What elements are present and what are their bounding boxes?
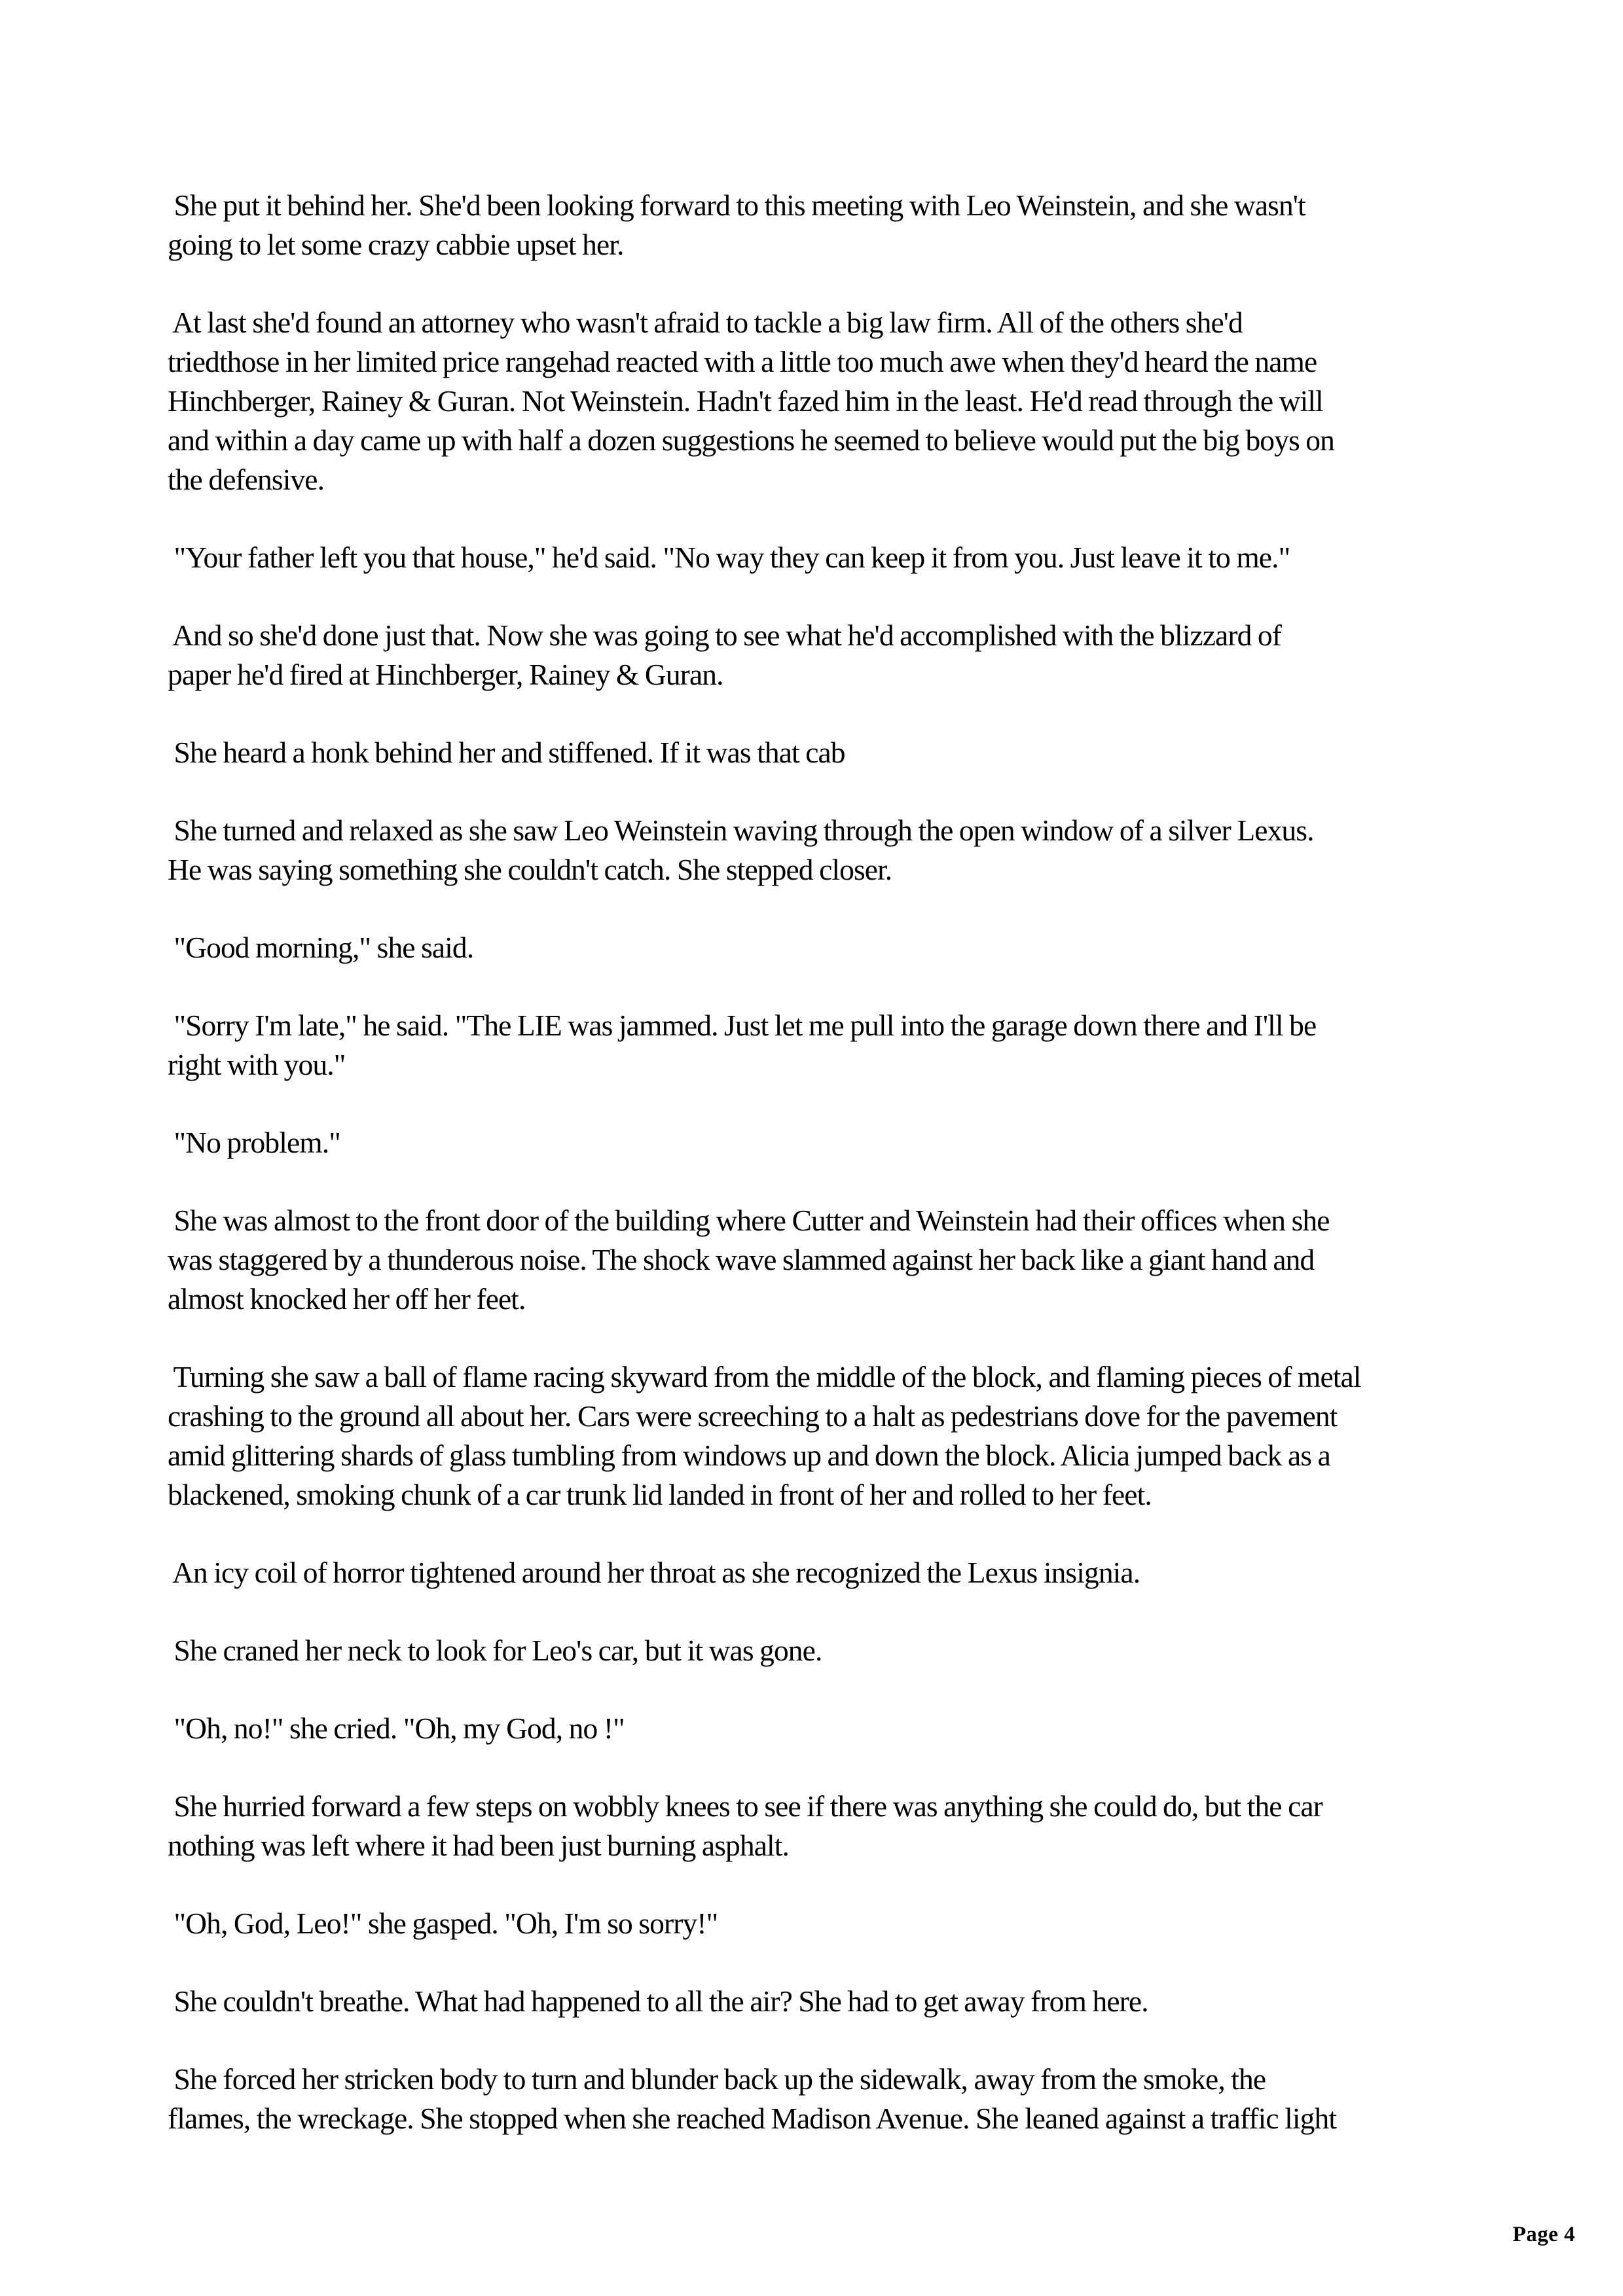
paragraph [168,1201,1477,1319]
text-line: "Sorry I'm late," he said. "The LIE was jammed. Just let me pull into the garage down there and I'll be [168,1009,1317,1042]
text-line: She was almost to the front door of the building where Cutter and Weinstein had their offices when she [168,1204,1330,1237]
paragraph [168,1982,1477,2021]
text-line: She heard a honk behind her and stiffened. If it was that cab [168,736,845,769]
text-line: right with you." [168,1048,346,1081]
paragraph [168,1553,1477,1592]
text-line: And so she'd done just that. Now she was going to see what he'd accomplished with the blizzard of [168,619,1282,652]
text-line: "Oh, God, Leo!" she gasped. "Oh, I'm so sorry!" [168,1907,718,1940]
paragraph [168,1357,1477,1515]
text-line: She forced her stricken body to turn and blunder back up the sidewalk, away from the smoke, the [168,2062,1266,2096]
text-line: crashing to the ground all about her. Cars were screeching to a halt as pedestrians dove for the pavement [168,1399,1338,1433]
text-line: nothing was left where it had been just burning asphalt. [168,1829,789,1862]
paragraph [168,1787,1477,1865]
text-line: and within a day came up with half a dozen suggestions he seemed to believe would put the big boys on [168,423,1334,457]
paragraph [168,1123,1477,1162]
text-line: the defensive. [168,463,325,496]
text-line: She turned and relaxed as she saw Leo Weinstein waving through the open window of a silver Lexus. [168,814,1314,847]
text-line: flames, the wreckage. She stopped when she reached Madison Avenue. She leaned against a traffic light [168,2102,1337,2135]
text-line: "Good morning," she said. [168,931,474,964]
paragraph [168,928,1477,967]
body-text [168,186,1477,2177]
paragraph [168,1904,1477,1943]
text-line: paper he'd fired at Hinchberger, Rainey & Guran. [168,658,723,691]
paragraph [168,186,1477,264]
text-line: almost knocked her off her feet. [168,1282,526,1316]
paragraph [168,303,1477,499]
paragraph [168,538,1477,577]
paragraph [168,811,1477,889]
text-line: "Oh, no!" she cried. "Oh, my God, no !" [168,1712,625,1745]
paragraph [168,616,1477,694]
text-line: She put it behind her. She'd been looking forward to this meeting with Leo Weinstein, and she wasn't [168,188,1305,222]
text-line: "No problem." [168,1126,340,1159]
text-line: At last she'd found an attorney who wasn't afraid to tackle a big law firm. All of the others she'd [168,306,1243,339]
page-number: Page 4 [1512,2223,1575,2246]
text-line: She craned her neck to look for Leo's car, but it was gone. [168,1634,822,1667]
text-line: Hinchberger, Rainey & Guran. Not Weinstein. Hadn't fazed him in the least. He'd read through the will [168,384,1323,418]
paragraph [168,1631,1477,1670]
text-line: He was saying something she couldn't catch. She stepped closer. [168,853,892,886]
text-line: triedthose in her limited price rangehad reacted with a little too much awe when they'd heard the name [168,345,1317,378]
paragraph [168,2060,1477,2138]
text-line: was staggered by a thunderous noise. The shock wave slammed against her back like a giant hand and [168,1243,1315,1276]
text-line: going to let some crazy cabbie upset her. [168,228,624,261]
text-line: Turning she saw a ball of flame racing skyward from the middle of the block, and flaming pieces of metal [168,1360,1361,1393]
text-line: amid glittering shards of glass tumbling from windows up and down the block. Alicia jumped back as a [168,1439,1330,1472]
text-line: blackened, smoking chunk of a car trunk lid landed in front of her and rolled to her feet. [168,1478,1152,1511]
paragraph [168,733,1477,772]
text-line: She couldn't breathe. What had happened to all the air? She had to get away from here. [168,1984,1148,2018]
text-line: An icy coil of horror tightened around her throat as she recognized the Lexus insignia. [168,1556,1140,1589]
paragraph [168,1006,1477,1085]
text-line: "Your father left you that house," he'd said. "No way they can keep it from you. Just leave it to me." [168,541,1290,574]
text-line: She hurried forward a few steps on wobbly knees to see if there was anything she could do, but the car [168,1789,1322,1823]
paragraph [168,1709,1477,1748]
